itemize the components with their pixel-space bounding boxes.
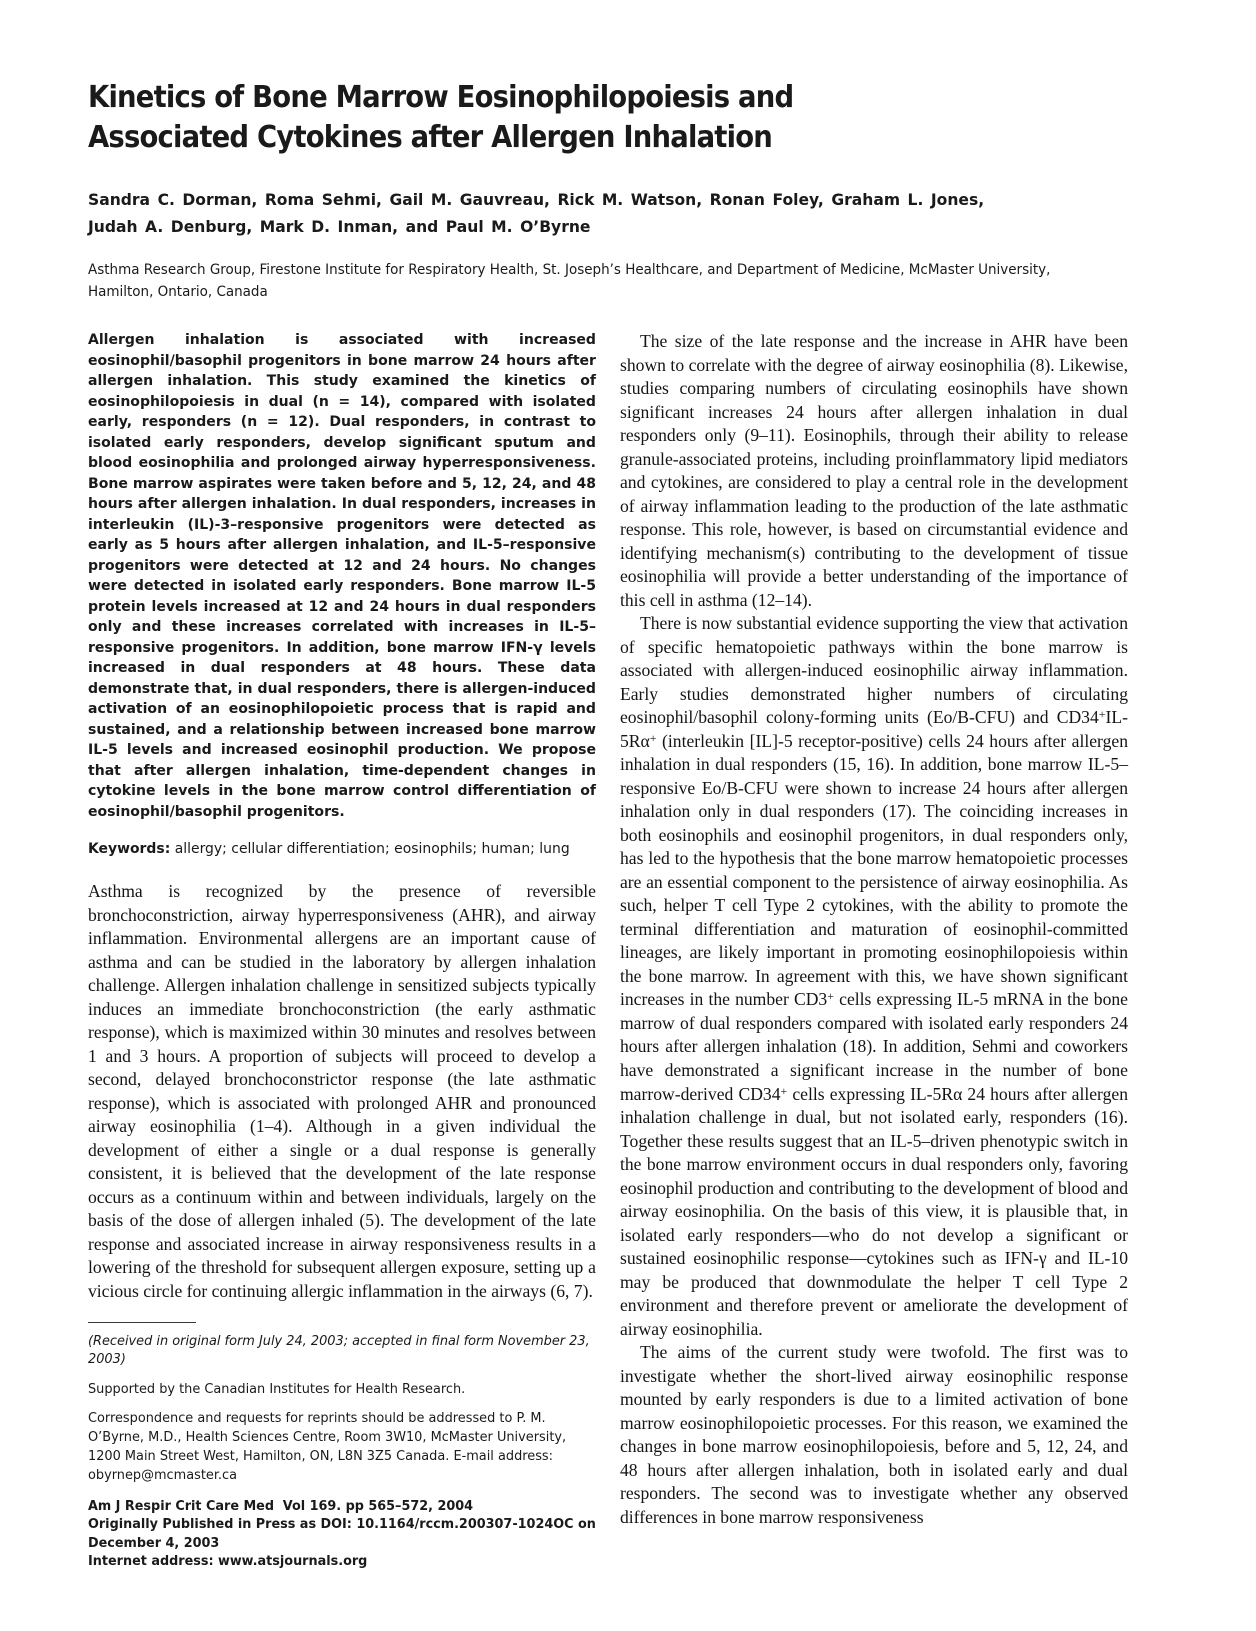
superscript-plus: + <box>827 989 834 1004</box>
keywords-label: Keywords: <box>88 841 171 858</box>
superscript-plus: + <box>1098 707 1106 722</box>
right-column <box>620 330 1128 1529</box>
journal-name: Am J Respir Crit Care Med <box>88 1498 275 1514</box>
title-line-2: Associated Cytokines after Allergen Inhalation <box>88 119 772 155</box>
intro-paragraph-1: Asthma is recognized by the presence of reversible bronchoconstriction, airway hyperresponsiveness (AHR), and airway inflammation. Environmental allergens are an important cause of asthma and can be studied in the laboratory by allergen inhalation challenge. Allergen inhalation challenge in sensitized subjects typically induces an immediate bronchoconstriction (the early asthmatic response), which is maximized within 30 minutes and resolves between 1 and 3 hours. A proportion of subjects will proceed to develop a second, delayed bronchoconstrictor response (the late asthmatic response), which is associated with prolonged AHR and pronounced airway eosinophilia (1–4). Although in a given individual the development of either a single or a dual response is generally consistent, it is believed that the development of the late response occurs as a continuum within and between individuals, largely on the basis of the dose of allergen inhaled (5). The development of the late response and associated increase in airway responsiveness results in a lowering of the threshold for subsequent allergen exposure, setting up a vicious circle for continuing allergic inflammation in the airways (6, 7). <box>88 881 596 1301</box>
journal-citation <box>88 1498 596 1516</box>
paper-header <box>88 78 1158 303</box>
footnote-divider <box>88 1322 196 1323</box>
page-title <box>88 78 934 157</box>
doi-note: Originally Published in Press as DOI: 10.1164/rccm.200307-1024OC on December 4, 2003 <box>88 1517 596 1551</box>
intro-paragraph-4: The aims of the current study were twofold. The first was to investigate whether the short-lived airway eosinophilic response mounted by early responders is due to a limited activation of bone marrow eosinophilopoietic processes. For this reason, we examined the changes in bone marrow eosinophilopoiesis, before and 5, 12, 24, and 48 hours after allergen inhalation, both in isolated early and dual responders. The second was to investigate whether any observed differences in bone marrow responsiveness <box>620 1342 1128 1527</box>
correspondence-note: Correspondence and requests for reprints should be addressed to P. M. O’Byrne, M.D., Health Sciences Centre, Room 3W10, McMaster University, 1200 Main Street West, Hamilton, ON, L8N 3Z5 Canada. E-mail address: obyrnep@mcmaster.ca <box>88 1411 567 1483</box>
superscript-plus: + <box>780 1083 788 1098</box>
abstract: Allergen inhalation is associated with increased eosinophil/basophil progenitors in bone marrow 24 hours after allergen inhalation. This study examined the kinetics of eosinophilopoiesis in dual (n = 14), compared with isolated early, responders (n = 12). Dual responders, in contrast to isolated early responders, develop significant sputum and blood eosinophilia and prolonged airway hyperresponsiveness. Bone marrow aspirates were taken before and 5, 12, 24, and 48 hours after allergen inhalation. In dual responders, increases in interleukin (IL)-3–responsive progenitors were detected as early as 5 hours after allergen inhalation, and IL-5–responsive progenitors were detected at 12 and 24 hours. No changes were detected in isolated early responders. Bone marrow IL-5 protein levels increased at 12 and 24 hours in dual responders only and these increases correlated with increases in IL-5–responsive progenitors. In addition, bone marrow IFN-γ levels increased in dual responders at 48 hours. These data demonstrate that, in dual responders, there is allergen-induced activation of an eosinophilopoietic process that is rapid and sustained, and a relationship between increased bone marrow IL-5 levels and increased eosinophil production. We propose that after allergen inhalation, time-dependent changes in cytokine levels in the bone marrow control differentiation of eosinophil/basophil progenitors. <box>88 332 596 820</box>
intro-paragraph-2: The size of the late response and the increase in AHR have been shown to correlate with the degree of airway eosinophilia (8). Likewise, studies comparing numbers of circulating eosinophils have shown significant increases 24 hours after allergen inhalation in dual responders only (9–11). Eosinophils, through their ability to release granule-associated proteins, including proinflammatory lipid mediators and cytokines, are considered to play a central role in the development of airway inflammation leading to the production of the late asthmatic response. This role, however, is based on circumstantial evidence and identifying mechanism(s) contributing to the development of tissue eosinophilia will provide a better understanding of the importance of this cell in asthma (12–14). <box>620 331 1128 610</box>
keywords-value: allergy; cellular differentiation; eosinophils; human; lung <box>170 841 570 858</box>
superscript-plus: + <box>649 730 657 745</box>
funding-note: Supported by the Canadian Institutes for Health Research. <box>88 1381 466 1397</box>
internet-address-note: Internet address: www.atsjournals.org <box>88 1553 368 1569</box>
author-line-2: Judah A. Denburg, Mark D. Inman, and Paul M. O’Byrne <box>88 216 591 236</box>
author-line-1: Sandra C. Dorman, Roma Sehmi, Gail M. Gauvreau, Rick M. Watson, Ronan Foley, Graham L. Jones, <box>88 190 985 210</box>
title-line-1: Kinetics of Bone Marrow Eosinophilopoiesis and <box>88 80 794 115</box>
left-column <box>88 330 596 1303</box>
received-date-note: (Received in original form July 24, 2003; accepted in final form November 23, 2003) <box>88 1334 590 1368</box>
footnote-block <box>88 1322 596 1571</box>
journal-volume: Vol 169. pp 565–572, 2004 <box>282 1498 474 1514</box>
keywords <box>88 839 596 860</box>
affiliation: Asthma Research Group, Firestone Institute for Respiratory Health, St. Joseph’s Healthcare, and Department of Medicine, McMaster University, Hamilton, Ontario, Canada <box>88 262 1051 300</box>
author-list <box>88 187 1115 240</box>
intro-paragraph-3: There is now substantial evidence supporting the view that activation of specific hematopoietic pathways within the bone marrow is associated with allergen-induced eosinophilic airway inflammation. Early studies demonstrated higher numbers of circulating eosinophil/basophil colony-forming units (Eo/B-CFU) and CD34+IL-5Rα+ (interleukin [IL]-5 receptor-positive) cells 24 hours after allergen inhalation in dual responders (15, 16). In addition, bone marrow IL-5–responsive Eo/B-CFU were shown to increase 24 hours after allergen inhalation only in dual responders (17). The coinciding increases in both eosinophils and eosinophil progenitors, in dual responders only, has led to the hypothesis that the bone marrow hematopoietic processes are an essential component to the persistence of airway eosinophilia. As such, helper T cell Type 2 cytokines, with the ability to promote the terminal differentiation and maturation of eosinophil-committed lineages, are likely important in promoting eosinophilopoiesis within the bone marrow. In agreement with this, we have shown significant increases in the number CD3+ cells expressing IL-5 mRNA in the bone marrow of dual responders compared with isolated early responders 24 hours after allergen inhalation (18). In addition, Sehmi and coworkers have demonstrated a significant increase in the number of bone marrow-derived CD34+ cells expressing IL-5Rα 24 hours after allergen inhalation challenge in dual, but not isolated early, responders (16). Together these results suggest that an IL-5–driven phenotypic switch in the bone marrow environment occurs in dual responders only, favoring eosinophil production and contributing to the development of blood and airway eosinophilia. On the basis of this view, it is plausible that, in isolated early responders—who do not develop a significant or sustained eosinophilic response—cytokines such as IFN-γ and IL-10 may be produced that downmodulate the helper T cell Type 2 environment and therefore prevent or ameliorate the development of airway eosinophilia. <box>620 613 1128 1339</box>
